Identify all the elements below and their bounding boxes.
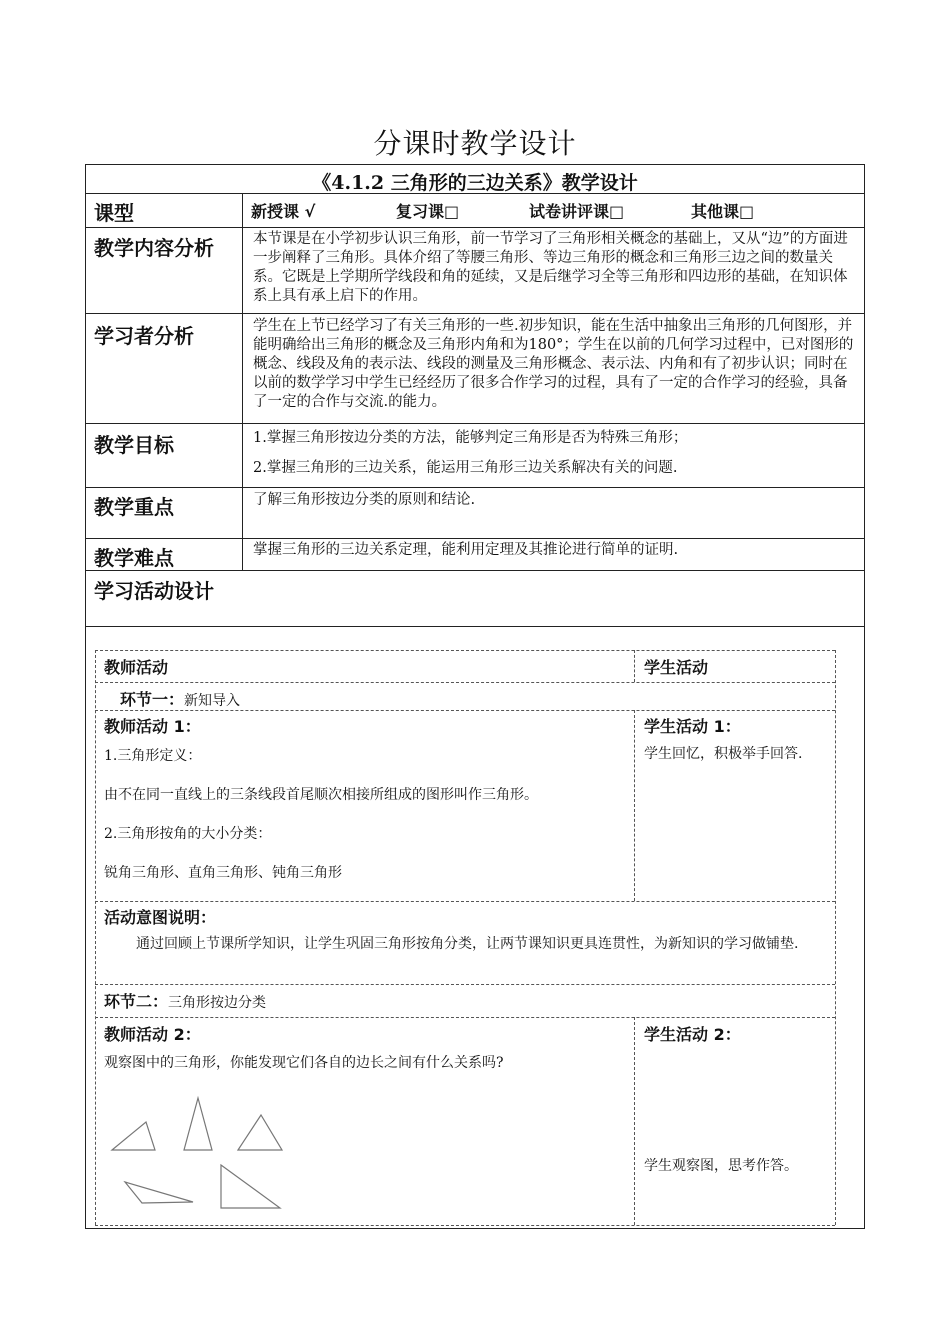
teacher-activity-2-text: 观察图中的三角形，你能发现它们各自的边长之间有什么关系吗? — [104, 1055, 504, 1071]
course-type-exam: 试卷讲评课□ — [529, 202, 625, 221]
activity-table-divider — [95, 1017, 835, 1018]
course-type-other: 其他课□ — [691, 202, 755, 221]
learner-analysis-label: 学习者分析 — [94, 324, 194, 348]
page-title: 分课时教学设计 — [373, 127, 577, 160]
objectives-label: 教学目标 — [94, 433, 174, 457]
student-activity-2-text: 学生观察图，思考作答。 — [644, 1158, 798, 1174]
table-border-bottom — [85, 1228, 865, 1229]
triangle-shape — [112, 1122, 155, 1150]
intent-text: 通过回顾上节课所学知识，让学生巩固三角形按角分类，让两节课知识更具连贯性，为新知识的学习做铺垫. — [136, 936, 799, 952]
table-border-left — [85, 164, 86, 1228]
table-column-divider — [242, 193, 243, 570]
table-divider — [85, 570, 865, 571]
teacher-activity-1-label: 教师活动 1： — [104, 717, 201, 736]
activity-table-left — [95, 650, 96, 1225]
section-1-name: 新知导入 — [184, 693, 241, 709]
activity-design-label: 学习活动设计 — [94, 579, 214, 603]
table-divider — [85, 487, 865, 488]
section-2-label: 环节二： — [104, 992, 169, 1011]
table-divider — [85, 227, 865, 228]
table-divider — [85, 626, 865, 627]
activity-column-divider — [634, 650, 635, 682]
table-divider — [85, 423, 865, 424]
activity-table-divider — [95, 901, 835, 902]
activity-table-divider — [95, 682, 835, 683]
course-type-review: 复习课□ — [396, 202, 460, 221]
activity-table-bottom — [95, 1225, 835, 1226]
section-2-name: 三角形按边分类 — [168, 995, 267, 1011]
student-activity-1-text: 学生回忆，积极举手回答. — [644, 746, 803, 762]
course-type-label: 课型 — [94, 201, 134, 225]
teacher-activity-1-line: 由不在同一直线上的三条线段首尾顺次相接所组成的图形叫作三角形。 — [104, 787, 538, 803]
table-border-top — [85, 164, 865, 165]
table-divider — [85, 538, 865, 539]
section-2-heading — [104, 989, 266, 1013]
student-activity-header: 学生活动 — [644, 658, 709, 677]
learner-analysis-text: 学生在上节已经学习了有关三角形的一些.初步知识，能在生活中抽象出三角形的几何图形，并能明确给出三角形的概念及三角形内角和为180°；学生在以前的几何学习过程中，已对图形的概念、线段及角的表示法、线段的测量及三角形概念、表示法、内角和有了初步认识；同时在以前的数学学习中学生已经经历了很多合作学习的过程，具有了一定的合作学习的经验，具备了一定的合作与交流.的能力。 — [253, 318, 854, 410]
activity-table-top — [95, 650, 835, 651]
section-1-heading — [120, 687, 240, 711]
course-type-new: 新授课 √ — [251, 202, 316, 221]
content-analysis-text: 本节课是在小学初步认识三角形，前一节学习了三角形相关概念的基础上，又从“边”的方面进一步阐释了三角形。具体介绍了等腰三角形、等边三角形的概念和三角形三边之间的数量关系。它既是上学期所学线段和角的延续，又是后继学习全等三角形和四边形的基础，在知识体系上具有承上启下的作用。 — [253, 231, 848, 304]
teacher-activity-1-line: 1.三角形定义： — [104, 748, 202, 764]
teacher-activity-1-line: 2.三角形按角的大小分类： — [104, 826, 272, 842]
activity-column-divider — [634, 710, 635, 901]
triangles-figure — [100, 1085, 300, 1220]
lesson-title: 《4.1.2 三角形的三边关系》教学设计 — [312, 172, 638, 194]
objective-item: 2.掌握三角形的三边关系，能运用三角形三边关系解决有关的问题. — [253, 460, 678, 476]
triangle-shape — [238, 1115, 282, 1150]
triangle-shape — [184, 1098, 212, 1150]
triangle-shape — [125, 1182, 193, 1203]
difficulties-text: 掌握三角形的三边关系定理，能利用定理及其推论进行简单的证明. — [253, 542, 679, 558]
activity-table-divider — [95, 984, 835, 985]
key-points-label: 教学重点 — [94, 495, 174, 519]
intent-label: 活动意图说明： — [104, 908, 217, 927]
teacher-activity-1-line: 锐角三角形、直角三角形、钝角三角形 — [104, 865, 342, 881]
difficulties-label: 教学难点 — [94, 546, 174, 570]
teacher-activity-header: 教师活动 — [104, 658, 169, 677]
key-points-text: 了解三角形按边分类的原则和结论. — [253, 492, 476, 508]
table-border-right — [864, 164, 865, 1228]
objective-item: 1.掌握三角形按边分类的方法，能够判定三角形是否为特殊三角形； — [253, 430, 688, 446]
activity-column-divider — [634, 1017, 635, 1225]
section-1-label: 环节一： — [120, 690, 185, 709]
student-activity-1-label: 学生活动 1： — [644, 717, 741, 736]
student-activity-2-label: 学生活动 2： — [644, 1025, 741, 1044]
table-divider — [85, 313, 865, 314]
content-analysis-label: 教学内容分析 — [94, 236, 214, 260]
triangle-shape — [221, 1165, 280, 1208]
teacher-activity-2-label: 教师活动 2： — [104, 1025, 201, 1044]
activity-table-right — [835, 650, 836, 1225]
